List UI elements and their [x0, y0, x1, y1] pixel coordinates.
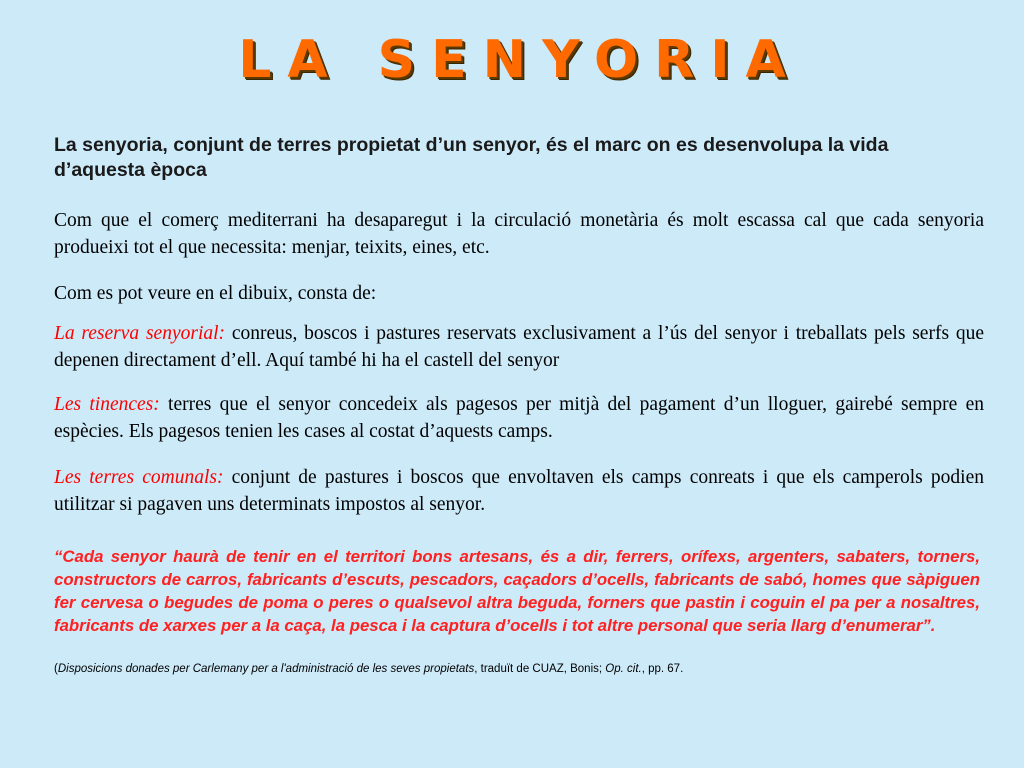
- page-title: LA SENYORIA: [238, 30, 802, 90]
- quote-source: [54, 662, 984, 677]
- paragraph-commerce: Com que el comerç mediterrani ha desaparegut i la circulació monetària és molt escassa cal que cada senyoria produeixi tot el que necessita: menjar, teixits, eines, etc.: [54, 210, 984, 258]
- paragraph-consists-of: Com es pot veure en el dibuix, consta de:: [54, 283, 377, 304]
- source-open: (: [54, 663, 58, 675]
- term-comunals: Les terres comunals:: [54, 467, 224, 488]
- term-reserva: La reserva senyorial:: [54, 323, 226, 344]
- term-tinences: Les tinences:: [54, 394, 160, 415]
- source-title: Disposicions donades per Carlemany per a l'administració de les seves propietats: [57, 663, 475, 675]
- paragraph-reserva: [54, 320, 984, 374]
- intro-text: La senyoria, conjunt de terres propietat d’un senyor, és el marc on es desenvolupa la vida d’aquesta època: [54, 134, 889, 181]
- source-middle: , traduït de CUAZ, Bonis;: [474, 663, 606, 675]
- paragraph-comunals: [54, 464, 984, 518]
- text-reserva: conreus, boscos i pastures reservats exclusivament a l’ús del senyor i treballats pels serfs que depenen directament d’ell. Aquí també hi ha el castell del senyor: [54, 323, 984, 371]
- source-end: , pp. 67.: [641, 663, 684, 675]
- text-comunals: conjunt de pastures i boscos que envoltaven els camps conreats i que els camperols podien utilitzar si pagaven uns determinats impostos al senyor.: [54, 467, 984, 515]
- paragraph-tinences: [54, 391, 984, 445]
- source-opcit: Op. cit.: [605, 663, 642, 675]
- historical-quote: “Cada senyor haurà de tenir en el territori bons artesans, és a dir, ferrers, orífexs, argenters, sabaters, torners, constructors de carros, fabricants d’escuts, pescadors, caçadors d’ocells, fabricants de sabó, homes que sàpiguen fer cervesa o begudes de poma o peres o qualsevol altra beguda, forners que pastin i coguin el pa per a nosaltres, fabricants de xarxes per a la caça, la pesca i la captura d’ocells i tot altre personal que seria llarg d’enumerar”.: [54, 547, 980, 635]
- text-tinences: terres que el senyor concedeix als pagesos per mitjà del pagament d’un lloguer, gairebé sempre en espècies. Els pagesos tenien les cases al costat d’aquests camps.: [54, 394, 984, 442]
